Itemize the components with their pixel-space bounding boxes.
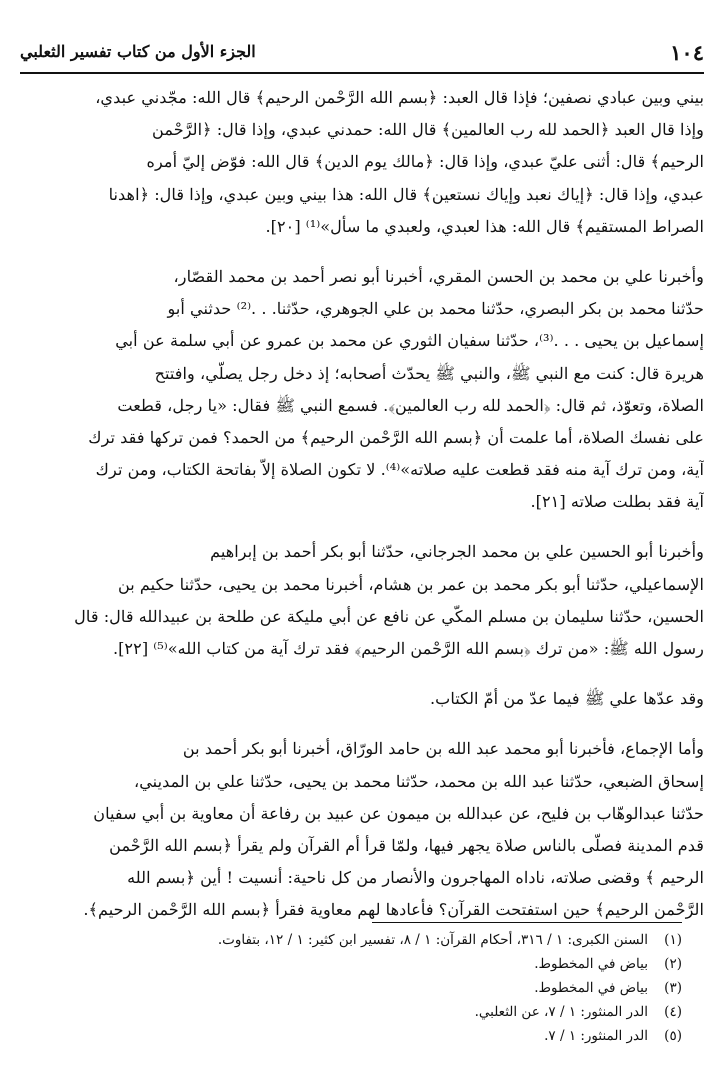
footnote-number: (١) [664, 932, 682, 948]
text-line: وأما الإجماع، فأخبرنا أبو محمد عبد الله بن حامد الورّاق، أخبرنا أبو بكر أحمد بن [182, 739, 704, 759]
text-line: الصراط المستقيم﴾ قال الله: هذا لعبدي، ولعبدي ما سأل»⁽¹⁾ [٢٠]. [265, 216, 704, 236]
page-number: ١٠٤ [670, 40, 704, 65]
text-line: وإذا قال العبد ﴿الحمد لله رب العالمين﴾ قال الله: حمدني عبدي، وإذا قال: ﴿الرَّحْمن [152, 120, 704, 140]
text-line: وأخبرنا أبو الحسين علي بن محمد الجرجاني، حدّثنا أبو بكر أحمد بن إبراهيم [210, 542, 704, 562]
page-header [20, 40, 704, 70]
text-line: الإسماعيلي، حدّثنا أبو بكر محمد بن عمر بن هشام، أخبرنا محمد بن يحيى، حدّثنا حكيم بن [117, 574, 704, 594]
text-line: الصلاة، وتعوّذ، ثم قال: ﴿الحمد لله رب العالمين﴾. فسمع النبي ﷺ فقال: «يا رجل، قطعت [117, 395, 704, 415]
text-line: وأخبرنا علي بن محمد بن الحسن المقري، أخبرنا أبو نصر أحمد بن محمد القصّار، [173, 266, 704, 286]
footnote [40, 1000, 682, 1024]
footnote [40, 928, 682, 952]
text-line: الرَّحْمن الرحيم﴾ حين استفتحت القرآن؟ فأعادها لهم معاوية فقرأ ﴿بسم الله الرَّحْمن الرحيم﴾. [83, 900, 704, 920]
text-line: وقد عدّها علي ﷺ فيما عدّ من أمّ الكتاب. [429, 689, 704, 709]
text-line: حدّثنا محمد بن بكر البصري، حدّثنا محمد بن علي الجوهري، حدّثنا. . .⁽²⁾ حدثني أبو [167, 299, 704, 319]
text-line: حدّثنا عبدالوهّاب بن فليح، عن عبدالله بن ميمون عن عبيد بن رفاعة أن معاوية بن أبي سفيان [93, 803, 704, 823]
main-text [20, 82, 704, 927]
footnote-text: الدر المنثور: ١ / ٧، عن الثعلبي. [474, 1004, 648, 1020]
text-line: هريرة قال: كنت مع النبي ﷺ، والنبي ﷺ يحدّث أصحابه؛ إذ دخل رجل يصلّي، وافتتح [154, 363, 704, 383]
text-line: إسماعيل بن يحيى . . .⁽³⁾، حدّثنا سفيان الثوري عن محمد بن عمرو عن أبي سلمة عن أبي [115, 331, 704, 351]
paragraph [20, 536, 704, 665]
text-line: آية فقد بطلت صلاته [٢١]. [530, 492, 704, 512]
text-line: على نفسك الصلاة، أما علمت أن ﴿بسم الله الرَّحْمن الرحيم﴾ من الحمد؟ فمن تركها فقد ترك [88, 427, 704, 447]
footnote-rule [372, 922, 682, 923]
text-line: الحسين، حدّثنا سليمان بن مسلم المكّي عن نافع عن أبي مليكة عن طلحة بن عبيدالله قال: قال [74, 606, 704, 626]
text-line: رسول الله ﷺ: «من ترك ﴿بسم الله الرَّحْمن الرحيم﴾ فقد ترك آية من كتاب الله»⁽⁵⁾ [٢٢]. [112, 639, 704, 658]
footnote-number: (٣) [664, 980, 682, 996]
text-line: الرحيم ﴾ وقضى صلاته، ناداه المهاجرون والأنصار من كل ناحية: أنسيت ! أين ﴿بسم الله [127, 868, 704, 888]
footnote-text: بياض في المخطوط. [534, 956, 648, 972]
footnote-text: بياض في المخطوط. [534, 980, 648, 996]
text-line: عبدي، وإذا قال: ﴿إياك نعبد وإياك نستعين﴾ قال الله: هذا بيني وبين عبدي، وإذا قال: ﴿اهدنا [108, 184, 704, 204]
footnote-text: الدر المنثور: ١ / ٧. [544, 1028, 648, 1044]
paragraph [20, 683, 704, 715]
footnote-text: السنن الكبرى: ١ / ٣١٦، أحكام القرآن: ١ / ٨، تفسير ابن كثير: ١ / ١٢، بتفاوت. [217, 932, 648, 948]
footnote-number: (٤) [664, 1004, 682, 1020]
text-line: آية، ومن ترك آية منه فقد قطعت عليه صلاته»⁽⁴⁾. لا تكون الصلاة إلاّ بفاتحة الكتاب، ومن ترك [95, 460, 704, 480]
footnotes [40, 928, 682, 1048]
footnote-number: (٥) [664, 1028, 682, 1044]
running-title: الجزء الأول من كتاب تفسير الثعلبي [20, 42, 256, 61]
paragraph [20, 82, 704, 243]
paragraph [20, 733, 704, 926]
header-rule [20, 72, 704, 74]
text-line: إسحاق الضبعي، حدّثنا عبد الله بن محمد، حدّثنا محمد بن يحيى، حدّثنا علي بن المديني، [133, 771, 704, 791]
footnote [40, 1024, 682, 1048]
text-line: قدم المدينة فصلّى بالناس صلاة يجهر فيها، ولمّا قرأ أم القرآن ولم يقرأ ﴿بسم الله الرَّحْمن [109, 835, 704, 855]
footnote [40, 976, 682, 1000]
text-line: الرحيم﴾ قال: أثنى عليّ عبدي، وإذا قال: ﴿مالك يوم الدين﴾ قال الله: فوّض إليّ أمره [146, 152, 704, 172]
footnote-number: (٢) [664, 956, 682, 972]
footnote [40, 952, 682, 976]
text-line: بيني وبين عبادي نصفين؛ فإذا قال العبد: ﴿بسم الله الرَّحْمن الرحيم﴾ قال الله: مجّدني عبدي، [95, 88, 704, 107]
paragraph [20, 261, 704, 519]
